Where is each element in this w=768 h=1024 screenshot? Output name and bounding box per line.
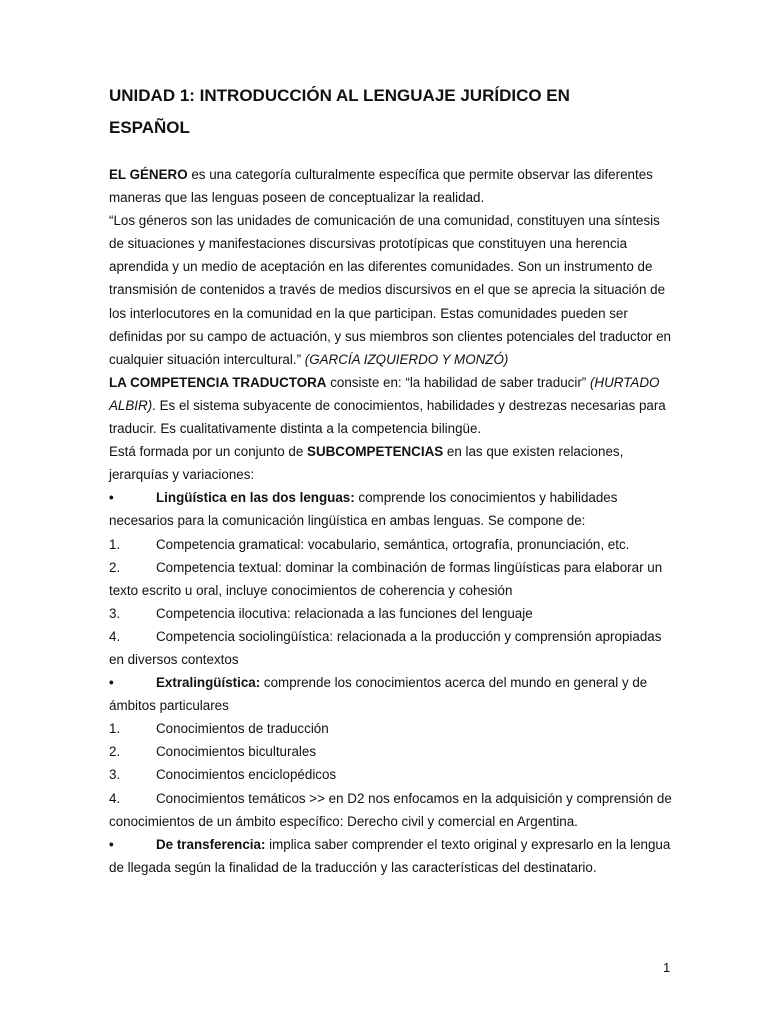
linguistica-term: Lingüística en las dos lenguas: bbox=[156, 490, 355, 506]
list-item bbox=[109, 556, 675, 602]
list-text: Competencia ilocutiva: relacionada a las funciones del lenguaje bbox=[156, 605, 533, 621]
list-text: Conocimientos de traducción bbox=[156, 721, 329, 737]
list-number: 3. bbox=[109, 767, 121, 783]
list-text: Competencia gramatical: vocabulario, semántica, ortografía, pronunciación, etc. bbox=[156, 536, 630, 552]
transferencia-bullet bbox=[109, 833, 675, 879]
page-number: 1 bbox=[663, 960, 671, 975]
list-text: Conocimientos enciclopédicos bbox=[156, 767, 337, 783]
document-body bbox=[109, 163, 675, 879]
transferencia-term: De transferencia: bbox=[156, 836, 266, 852]
subcompetencias-paragraph bbox=[109, 440, 675, 486]
list-item bbox=[109, 740, 675, 763]
bullet-mark: • bbox=[109, 675, 114, 691]
list-number: 2. bbox=[109, 744, 121, 760]
extralinguistica-text: comprende los conocimientos acerca del mundo en general y de ámbitos particulares bbox=[109, 675, 648, 714]
genero-text: es una categoría culturalmente específica que permite observar las diferentes maneras que las lenguas poseen de conceptualizar la realidad. bbox=[109, 167, 653, 206]
list-item bbox=[109, 787, 675, 833]
quote-text: “Los géneros son las unidades de comunicación de una comunidad, constituyen una síntesis de situaciones y manifestaciones discursivas prototípicas que constituyen una herencia aprendida y un medio de aceptación en las diferentes comunidades. Son un instrumento de transmisión de contenidos a través de medios discursivos en el que se aprecia la situación de los interlocutores en la comunidad en la que participan. Estas comunidades pueden ser definidas por su campo de actuación, y sus miembros son clientes potenciales del traductor en cualquier situación intercultural.” bbox=[109, 213, 671, 367]
genero-paragraph bbox=[109, 163, 675, 209]
bullet-mark: • bbox=[109, 836, 114, 852]
competencia-paragraph bbox=[109, 371, 675, 440]
list-number: 4. bbox=[109, 628, 121, 644]
document-title: UNIDAD 1: INTRODUCCIÓN AL LENGUAJE JURÍDICO EN ESPAÑOL bbox=[109, 86, 570, 137]
list-number: 3. bbox=[109, 605, 121, 621]
list-number: 1. bbox=[109, 536, 121, 552]
list-text: Conocimientos biculturales bbox=[156, 744, 317, 760]
genero-term: EL GÉNERO bbox=[109, 167, 188, 182]
subcompetencias-text-2: en las que existen relaciones, jerarquías y variaciones: bbox=[109, 444, 624, 483]
linguistica-text: comprende los conocimientos y habilidades necesarios para la comunicación lingüística en ambas lenguas. Se compone de: bbox=[109, 490, 618, 529]
list-number: 1. bbox=[109, 721, 121, 737]
competencia-text-2: . Es el sistema subyacente de conocimientos, habilidades y destrezas necesarias para traducir. Es cualitativamente distinta a la competencia bilingüe. bbox=[109, 397, 666, 437]
list-item bbox=[109, 533, 675, 556]
list-item bbox=[109, 717, 675, 740]
list-item bbox=[109, 625, 675, 671]
quote-citation: (GARCÍA IZQUIERDO Y MONZÓ) bbox=[304, 351, 509, 367]
quote-paragraph bbox=[109, 209, 675, 371]
list-text: Competencia textual: dominar la combinación de formas lingüísticas para elaborar un texto escrito u oral, incluye conocimientos de coherencia y cohesión bbox=[109, 559, 663, 598]
transferencia-text: implica saber comprender el texto original y expresarlo en la lengua de llegada según la finalidad de la traducción y las características del destinatario. bbox=[109, 836, 671, 875]
list-number: 2. bbox=[109, 559, 121, 575]
competencia-citation: (HURTADO ALBIR) bbox=[109, 374, 660, 413]
subcompetencias-term: SUBCOMPETENCIAS bbox=[307, 444, 444, 460]
extralinguistica-term: Extralingüística: bbox=[156, 675, 261, 691]
extralinguistica-bullet bbox=[109, 671, 675, 717]
list-text: Competencia sociolingüística: relacionada a la producción y comprensión apropiadas en diversos contextos bbox=[109, 628, 662, 667]
list-text: Conocimientos temáticos >> en D2 nos enfocamos en la adquisición y comprensión de conocimientos de un ámbito específico: Derecho civil y comercial en Argentina. bbox=[109, 790, 672, 829]
list-item bbox=[109, 602, 675, 625]
bullet-mark: • bbox=[109, 490, 114, 506]
linguistica-bullet bbox=[109, 486, 675, 532]
competencia-term: LA COMPETENCIA TRADUCTORA bbox=[109, 374, 327, 390]
list-item bbox=[109, 763, 675, 786]
competencia-text-1: consiste en: “la habilidad de saber traducir” bbox=[326, 374, 590, 390]
list-number: 4. bbox=[109, 790, 121, 806]
subcompetencias-text-1: Está formada por un conjunto de bbox=[109, 444, 308, 460]
